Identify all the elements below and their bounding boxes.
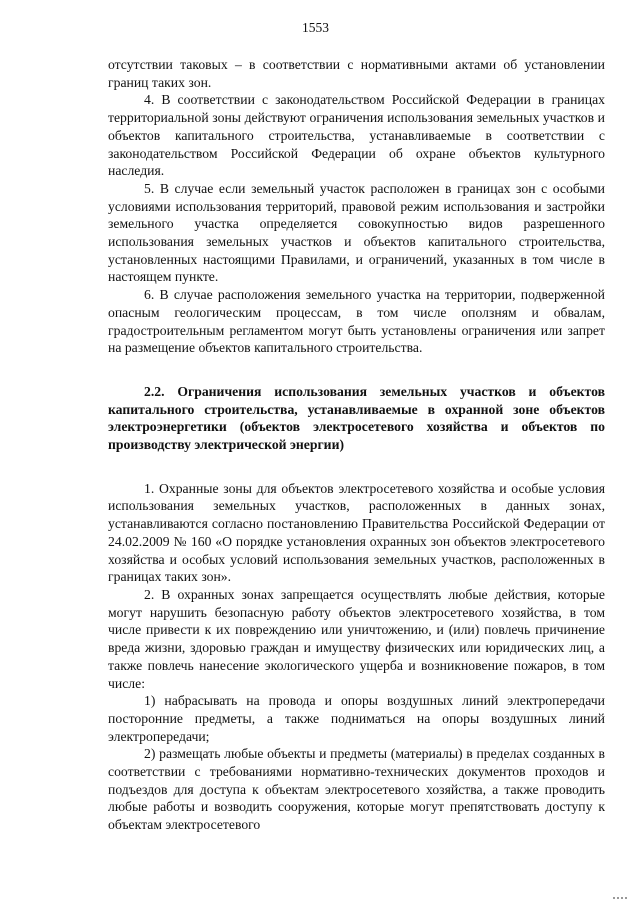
list-item-1: 1) набрасывать на провода и опоры воздушных линий электропередачи посторонние предметы, а также подниматься на опоры воздушных линий электропередачи;	[108, 693, 605, 744]
section-heading: 2.2. Ограничения использования земельных участков и объектов капитального строительства, устанавливаемые в охранной зоне объектов электроэнергетики (объектов электросетевого хозяйства и объектов по производству электрической энергии)	[108, 383, 605, 453]
paragraph-item-1: 1. Охранные зоны для объектов электросетевого хозяйства и особые условия использования земельных участков, расположенных в данных зонах, устанавливаются согласно постановлению Правительства Российской Федерации от 24.02.2009 № 160 «О порядке установления охранных зон объектов электросетевого хозяйства и особых условий использования земельных участков, расположенных в границах таких зон».	[108, 480, 605, 585]
list-item-2: 2) размещать любые объекты и предметы (материалы) в пределах созданных в соответствии с требованиями нормативно-технических документов проходов и подъездов для доступа к объектам электросетевого хозяйства, а также проводить любые работы и возводить сооружения, которые могут препятствовать доступу к объектам электросетевого	[108, 746, 605, 833]
paragraph-continuation: отсутствии таковых – в соответствии с нормативными актами об установлении границ таких зон.	[108, 57, 605, 90]
paragraph-item-5: 5. В случае если земельный участок расположен в границах зон с особыми условиями использования территорий, правовой режим использования и застройки земельного участка определяется совокупностью видов разрешенного использования земельных участков и объектов капитального строительства, установленных настоящими Правилами, и ограничений, указанных в том числе в настоящем пункте.	[108, 180, 605, 285]
paragraph-item-4: 4. В соответствии с законодательством Российской Федерации в границах территориальной зоны действуют ограничения использования земельных участков и объектов капитального строительства, устанавливаемые в соответствии с законодательством Российской Федерации об охране объектов культурного наследия.	[108, 92, 605, 179]
page-number: 1553	[302, 20, 329, 35]
scan-artifact	[613, 897, 627, 903]
paragraph-item-6: 6. В случае расположения земельного участка на территории, подверженной опасным геологическим процессам, в том числе оползням и обвалам, градостроительным регламентом могут быть установлены ограничения или запрет на размещение объектов капитального строительства.	[108, 287, 605, 356]
document-body	[108, 56, 605, 834]
paragraph-item-2: 2. В охранных зонах запрещается осуществлять любые действия, которые могут нарушить безопасную работу объектов электросетевого хозяйства, в том числе привести к их повреждению или уничтожению, и (или) повлечь причинение вреда жизни, здоровью граждан и имуществу физических или юридических лиц, а также повлечь нанесение экологического ущерба и возникновение пожаров, в том числе:	[108, 586, 605, 691]
